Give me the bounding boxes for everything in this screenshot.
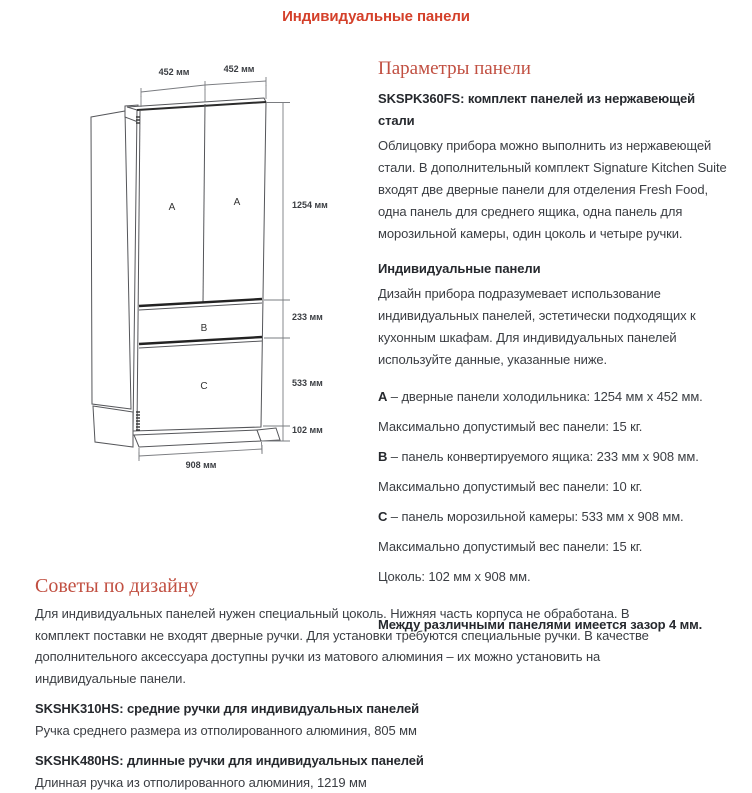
handle-2-desc: Длинная ручка из отполированного алюминия, 1219 мм — [35, 772, 683, 793]
spec-line-b — [378, 446, 730, 468]
spec-weight-b: Максимально допустимый вес панели: 10 кг. — [378, 476, 730, 498]
tips-body: Для индивидуальных панелей нужен специальный цоколь. Нижняя часть корпуса не обработана. В комплект поставки не входят дверные ручки. Для установки требуются специальные ручки. В качестве дополнительного аксессуара доступны ручки из матового алюминия – их можно установить на индивидуальные панели. — [35, 603, 683, 689]
spec-weight-a: Максимально допустимый вес панели: 15 кг. — [378, 416, 730, 438]
design-tips-section — [35, 575, 683, 793]
spec-key-a: A — [378, 389, 387, 404]
fridge-body-outline — [91, 98, 266, 447]
handle-2-title: SKSHK480HS: длинные ручки для индивидуальных панелей — [35, 750, 683, 772]
fridge-panel-diagram — [60, 55, 350, 480]
dim-label-plinth-height: 102 мм — [292, 425, 323, 435]
custom-panels-body: Дизайн прибора подразумевает использование индивидуальных панелей, эстетически подходящих к кухонным шкафам. Для индивидуальных панелей используйте данные, указанные ниже. — [378, 283, 730, 371]
panel-params-section — [378, 57, 730, 636]
handle-1-title: SKSHK310HS: средние ручки для индивидуальных панелей — [35, 698, 683, 720]
spec-plinth: Цоколь: 102 мм x 908 мм. — [378, 566, 730, 588]
params-heading: Параметры панели — [378, 57, 730, 80]
dim-label-top-right: 452 мм — [224, 64, 255, 74]
page-title: Индивидуальные панели — [0, 8, 752, 25]
plinth-outline — [134, 428, 280, 447]
tips-heading: Советы по дизайну — [35, 575, 683, 598]
panel-label-door-left: A — [169, 202, 176, 213]
spec-line-c — [378, 506, 730, 528]
spec-weight-c: Максимально допустимый вес панели: 15 кг. — [378, 536, 730, 558]
spec-text-c: – панель морозильной камеры: 533 мм x 908 мм. — [387, 509, 683, 524]
panel-gap-note: Между различными панелями имеется зазор 4 мм. — [378, 614, 730, 636]
spec-key-b: B — [378, 449, 387, 464]
kit-title: SKSPK360FS: комплект панелей из нержавеющей стали — [378, 88, 730, 132]
spec-text-a: – дверные панели холодильника: 1254 мм x 452 мм. — [387, 389, 702, 404]
dim-label-freezer-height: 533 мм — [292, 378, 323, 388]
panel-label-freezer: C — [200, 381, 207, 392]
dim-label-top-left: 452 мм — [159, 67, 190, 77]
panel-label-drawer: B — [201, 323, 208, 334]
spec-line-a — [378, 386, 730, 408]
custom-panels-title: Индивидуальные панели — [378, 258, 730, 280]
dim-label-doors-height: 1254 мм — [292, 200, 328, 210]
panel-label-door-right: A — [234, 197, 241, 208]
kit-body: Облицовку прибора можно выполнить из нержавеющей стали. В дополнительный комплект Signature Kitchen Suite входят две дверные панели для отделения Fresh Food, одна панель для среднего ящика, одна панель для морозильной камеры, один цоколь и четыре ручки. — [378, 135, 730, 245]
handle-1-desc: Ручка среднего размера из отполированного алюминия, 805 мм — [35, 720, 683, 742]
spec-text-b: – панель конвертируемого ящика: 233 мм x 908 мм. — [387, 449, 698, 464]
dim-label-width: 908 мм — [186, 460, 217, 470]
dim-label-drawer-height: 233 мм — [292, 312, 323, 322]
spec-key-c: C — [378, 509, 387, 524]
